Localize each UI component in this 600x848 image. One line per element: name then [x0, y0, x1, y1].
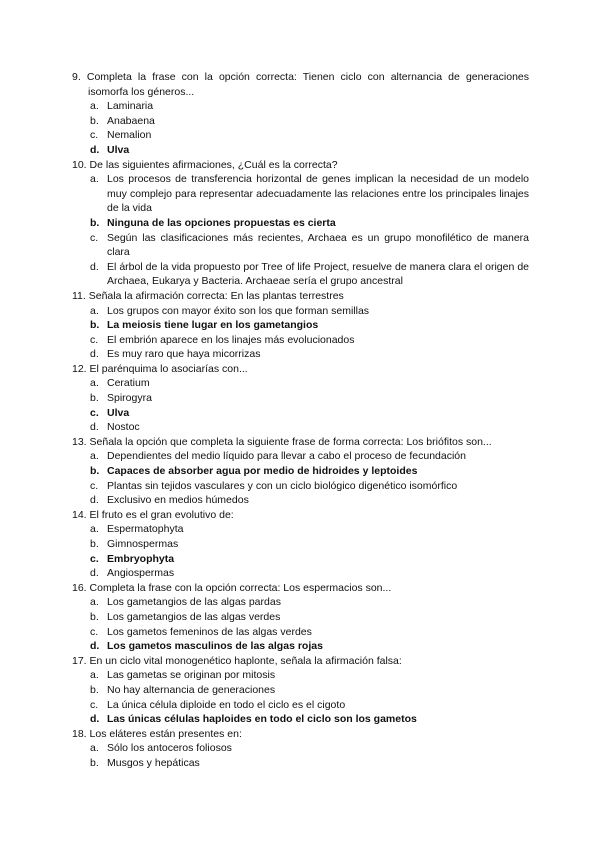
question-number: 18.: [72, 727, 87, 740]
option-text: Los gametos masculinos de las algas rojas: [107, 640, 323, 653]
option-item: [72, 625, 529, 640]
question-number: 10.: [72, 158, 87, 171]
question-text: [72, 362, 529, 377]
option-letter: c.: [90, 406, 99, 419]
option-letter: c.: [90, 479, 99, 492]
option-item: [72, 391, 529, 406]
option-text: Musgos y hepáticas: [107, 756, 200, 769]
options-list: [72, 376, 529, 434]
option-letter: a.: [90, 304, 99, 317]
option-letter: d.: [90, 567, 99, 580]
option-item: [72, 741, 529, 756]
question-number: 16.: [72, 581, 87, 594]
question-number: 12.: [72, 362, 87, 375]
option-item: [72, 333, 529, 348]
option-text: Nostoc: [107, 421, 140, 434]
option-item: [72, 566, 529, 581]
question-statement: Señala la afirmación correcta: En las plantas terrestres: [88, 289, 344, 302]
question-block: [72, 581, 529, 654]
option-item: [72, 420, 529, 435]
option-text: Las únicas células haploides en todo el ciclo son los gametos: [107, 713, 417, 726]
question-text: [72, 581, 529, 596]
question-block: [72, 158, 529, 289]
option-text: La meiosis tiene lugar en los gametangios: [107, 319, 319, 332]
option-item: [72, 260, 529, 289]
question-number: 17.: [72, 654, 87, 667]
option-letter: b.: [90, 756, 99, 769]
option-item: [72, 595, 529, 610]
option-letter: c.: [90, 129, 99, 142]
option-text: El embrión aparece en los linajes más evolucionados: [107, 333, 355, 346]
option-text: Los gametangios de las algas verdes: [107, 610, 281, 623]
question-statement: En un ciclo vital monogenético haplonte, señala la afirmación falsa:: [89, 654, 402, 667]
option-item: [72, 347, 529, 362]
option-item-correct: [72, 143, 529, 158]
option-letter: a.: [90, 669, 99, 682]
options-list: [72, 741, 529, 770]
option-letter: c.: [90, 625, 99, 638]
option-letter: a.: [90, 450, 99, 463]
option-letter: d.: [90, 143, 100, 156]
option-letter: b.: [90, 216, 100, 229]
question-block: [72, 70, 529, 158]
question-statement: Señala la opción que completa la siguiente frase de forma correcta: Los briófitos son...: [89, 435, 492, 448]
option-letter: a.: [90, 523, 99, 536]
option-text: Dependientes del medio líquido para llevar a cabo el proceso de fecundación: [107, 450, 466, 463]
option-item: [72, 683, 529, 698]
option-letter: a.: [90, 173, 99, 186]
option-item-correct: [72, 639, 529, 654]
question-block: [72, 508, 529, 581]
question-text: [72, 508, 529, 523]
option-item: [72, 537, 529, 552]
option-letter: d.: [90, 348, 99, 361]
option-text: Nemalion: [107, 129, 152, 142]
option-text: Ceratium: [107, 377, 150, 390]
question-text: [72, 435, 529, 450]
question-block: [72, 435, 529, 508]
option-letter: c.: [90, 333, 99, 346]
option-letter: b.: [90, 610, 99, 623]
option-item: [72, 610, 529, 625]
option-text: Los grupos con mayor éxito son los que forman semillas: [107, 304, 370, 317]
option-text: Anabaena: [107, 114, 155, 127]
question-number: 14.: [72, 508, 87, 521]
option-item: [72, 114, 529, 129]
question-number: 9.: [72, 71, 81, 83]
option-text: El árbol de la vida propuesto por Tree of life Project, resuelve de manera clara el origen de Archaea, Eukarya y Bacteria. Archaeae sería el grupo ancestral: [107, 260, 529, 288]
question-number: 13.: [72, 435, 87, 448]
question-statement: De las siguientes afirmaciones, ¿Cuál es la correcta?: [89, 158, 338, 171]
option-text: Plantas sin tejidos vasculares y con un ciclo biológico digenético isomórfico: [107, 479, 458, 492]
question-block: [72, 289, 529, 362]
options-list: [72, 99, 529, 157]
option-text: Los procesos de transferencia horizontal de genes implican la necesidad de un modelo muy complejo para representar adecuadamente las relaciones entre los principales linajes de la vida: [107, 173, 529, 215]
option-text: Exclusivo en medios húmedos: [107, 494, 249, 507]
option-text: Las gametas se originan por mitosis: [107, 669, 276, 682]
question-text: [72, 727, 529, 742]
option-item: [72, 668, 529, 683]
option-letter: b.: [90, 114, 99, 127]
option-letter: b.: [90, 319, 100, 332]
option-letter: d.: [90, 640, 100, 653]
option-text: Según las clasificaciones más recientes, Archaea es un grupo monofilético de manera clara: [107, 231, 529, 259]
option-item-correct: [72, 216, 529, 231]
option-text: Embryophyta: [107, 552, 175, 565]
option-item: [72, 479, 529, 494]
option-letter: d.: [90, 260, 99, 273]
option-text: Laminaria: [107, 100, 154, 113]
options-list: [72, 668, 529, 726]
option-text: Ulva: [107, 143, 130, 156]
question-statement: El parénquima lo asociarías con...: [89, 362, 248, 375]
option-letter: b.: [90, 465, 100, 478]
option-text: Sólo los antoceros foliosos: [107, 742, 232, 755]
option-item-correct: [72, 464, 529, 479]
option-letter: b.: [90, 683, 99, 696]
option-text: Capaces de absorber agua por medio de hidroides y leptoides: [107, 465, 418, 478]
option-item: [72, 493, 529, 508]
option-item: [72, 231, 529, 260]
question-statement: Completa la frase con la opción correcta: Tienen ciclo con alternancia de generaciones isomorfa los géneros...: [86, 71, 529, 98]
option-item: [72, 172, 529, 216]
option-letter: a.: [90, 742, 99, 755]
question-text: [72, 654, 529, 669]
option-letter: a.: [90, 100, 99, 113]
exam-document: [72, 70, 529, 771]
option-item-correct: [72, 406, 529, 421]
options-list: [72, 304, 529, 362]
option-item: [72, 449, 529, 464]
option-item-correct: [72, 552, 529, 567]
option-letter: d.: [90, 421, 99, 434]
option-text: Los gametangios de las algas pardas: [107, 596, 281, 609]
question-statement: Completa la frase con la opción correcta: Los espermacios son...: [89, 581, 392, 594]
options-list: [72, 449, 529, 507]
option-letter: a.: [90, 596, 99, 609]
option-item-correct: [72, 318, 529, 333]
option-text: Gimnospermas: [107, 538, 179, 550]
option-letter: b.: [90, 538, 99, 550]
question-statement: Los eláteres están presentes en:: [89, 727, 242, 740]
option-letter: c.: [90, 231, 99, 244]
question-text: [72, 158, 529, 173]
option-item-correct: [72, 712, 529, 727]
question-number: 11.: [72, 289, 86, 302]
option-text: Ninguna de las opciones propuestas es cierta: [107, 216, 336, 229]
option-item: [72, 128, 529, 143]
question-block: [72, 654, 529, 727]
option-item: [72, 522, 529, 537]
option-text: No hay alternancia de generaciones: [107, 683, 276, 696]
options-list: [72, 595, 529, 653]
options-list: [72, 522, 529, 580]
option-item: [72, 698, 529, 713]
option-text: La única célula diploide en todo el ciclo es el cigoto: [107, 698, 346, 711]
option-item: [72, 304, 529, 319]
option-text: Ulva: [107, 406, 130, 419]
option-item: [72, 99, 529, 114]
option-item: [72, 376, 529, 391]
option-letter: d.: [90, 713, 100, 726]
question-text: [72, 289, 529, 304]
option-item: [72, 756, 529, 771]
question-block: [72, 362, 529, 435]
option-letter: c.: [90, 552, 99, 565]
question-text: [72, 70, 529, 99]
option-text: Espermatophyta: [107, 523, 184, 536]
option-letter: c.: [90, 698, 99, 711]
question-statement: El fruto es el gran evolutivo de:: [89, 508, 234, 521]
option-text: Angiospermas: [107, 567, 175, 580]
option-text: Los gametos femeninos de las algas verdes: [107, 625, 312, 638]
option-letter: d.: [90, 494, 99, 507]
option-text: Es muy raro que haya micorrizas: [107, 348, 261, 361]
option-letter: a.: [90, 377, 99, 390]
option-letter: b.: [90, 392, 99, 405]
options-list: [72, 172, 529, 289]
option-text: Spirogyra: [107, 392, 152, 405]
question-block: [72, 727, 529, 771]
